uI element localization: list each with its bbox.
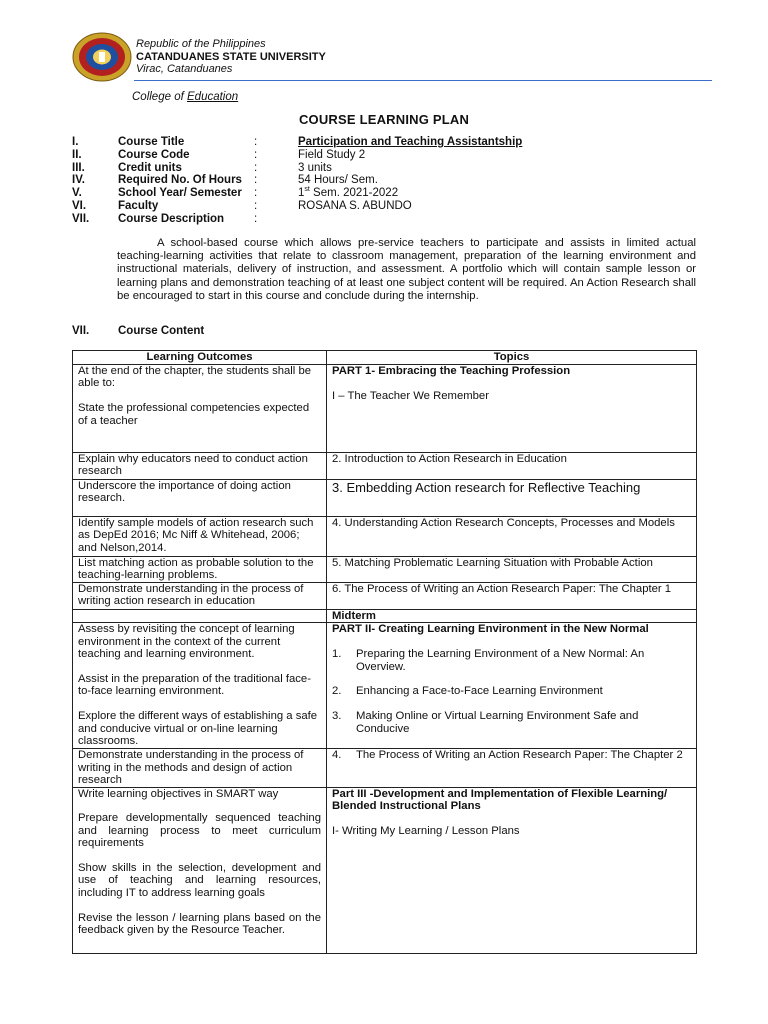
info-colon: : <box>254 187 258 200</box>
item-number: 4. <box>332 749 342 762</box>
outcome-text: Assess by revisiting the concept of learning environment in the context of the current teaching and learning environment. <box>78 623 295 661</box>
info-colon: : <box>254 136 258 148</box>
college-name: Education <box>187 91 239 103</box>
topic-cell: 5. Matching Problematic Learning Situation with Probable Action <box>327 557 697 583</box>
info-label: Credit units <box>118 161 182 174</box>
info-label: Course Title <box>118 136 185 148</box>
learning-outcome-cell: Underscore the importance of doing action research. <box>73 480 327 517</box>
topic-cell: 2. Introduction to Action Research in Education <box>327 453 697 480</box>
learning-outcome-cell <box>73 365 327 453</box>
learning-outcome-cell <box>73 623 327 749</box>
topic-list-item <box>332 648 691 673</box>
table-row <box>73 610 697 623</box>
table-row <box>73 787 697 953</box>
university-name: CATANDUANES STATE UNIVERSITY <box>136 50 326 63</box>
outcome-text: State the professional competencies expected of a teacher <box>78 402 310 427</box>
outcome-text: Assist in the preparation of the traditional face-to-face learning environment. <box>78 673 311 698</box>
info-colon: : <box>254 199 258 212</box>
midterm-marker: Midterm <box>327 610 697 623</box>
info-number: III. <box>72 161 85 174</box>
topic-cell <box>327 583 697 610</box>
info-colon: : <box>254 212 258 225</box>
table-row <box>73 365 697 453</box>
outcome-intro: At the end of the chapter, the students shall be able to: <box>78 365 312 390</box>
info-number: II. <box>72 148 82 161</box>
info-colon: : <box>254 161 258 174</box>
required-hours-value: 54 Hours/ Sem. <box>298 174 378 187</box>
learning-outcome-cell: Identify sample models of action research such as DepEd 2016; Mc Niff & Whitehead, 2006; and Nelson,2014. <box>73 517 327 557</box>
topic-list-item <box>332 749 691 761</box>
info-label: Course Description <box>118 212 225 225</box>
topic-part-heading: PART II- Creating Learning Environment in the New Normal <box>332 623 649 636</box>
letterhead <box>72 30 712 84</box>
info-number: V. <box>72 187 82 200</box>
learning-outcome-cell: Demonstrate understanding in the process of writing action research in education <box>73 583 327 610</box>
info-number: IV. <box>72 174 86 187</box>
column-header: Learning Outcomes <box>73 351 327 365</box>
outcome-text: Revise the lesson / learning plans based on the feedback given by the Resource Teacher. <box>78 911 321 937</box>
topic-text: 6. The Process of Writing an Action Research Paper: The Chapter 1 <box>332 583 672 595</box>
item-number: 3. <box>332 710 342 723</box>
info-number: VI. <box>72 199 87 212</box>
college-line <box>132 91 238 103</box>
topic-list-item <box>332 710 691 735</box>
topic-text: Enhancing a Face-to-Face Learning Environment <box>356 685 603 698</box>
item-number: 2. <box>332 685 342 698</box>
info-label: Required No. Of Hours <box>118 174 242 187</box>
topic-text: The Process of Writing an Action Research Paper: The Chapter 2 <box>356 749 683 762</box>
university-name-block <box>136 38 326 76</box>
section-number: VII. <box>72 325 90 337</box>
course-description-paragraph: A school-based course which allows pre-service teachers to participate and assists in limited actual teaching-learning activities that relate to classroom management, preparation of the learning environment and instructional materials, delivery of instruction, and assessment. A portfolio which will contain sample lesson or learning plans and demonstration teaching of at least one subject content will be required. An Action Research shall be encouraged to start in this course and conclude during the internship. <box>117 237 696 302</box>
learning-outcome-cell: List matching action as probable solution to the teaching-learning problems. <box>73 557 327 583</box>
info-colon: : <box>254 148 258 161</box>
document-title: COURSE LEARNING PLAN <box>298 112 470 127</box>
info-label: School Year/ Semester <box>118 187 242 200</box>
table-row <box>73 749 697 787</box>
learning-outcome-cell: Explain why educators need to conduct action research <box>73 453 327 480</box>
topic-cell <box>327 749 697 787</box>
school-year-value <box>298 187 398 199</box>
topic-text: I- Writing My Learning / Lesson Plans <box>332 824 520 837</box>
topic-text: I – The Teacher We Remember <box>332 389 489 402</box>
outcome-text: Write learning objectives in SMART way <box>78 787 279 800</box>
topic-cell <box>327 623 697 749</box>
university-location: Virac, Catanduanes <box>136 63 233 75</box>
table-row <box>73 453 697 480</box>
table-row <box>73 480 697 517</box>
info-colon: : <box>254 174 258 187</box>
topic-text: Preparing the Learning Environment of a New Normal: An Overview. <box>356 648 645 673</box>
school-year-text: Sem. 2021-2022 <box>309 187 399 200</box>
topic-list-item <box>332 685 691 697</box>
topic-cell <box>327 787 697 953</box>
credit-units-value: 3 units <box>298 161 332 174</box>
outcome-text: Show skills in the selection, development and use of teaching and learning resources, including IT to address learning goals <box>78 862 321 899</box>
table-row <box>73 517 697 557</box>
table-header-row <box>73 351 697 365</box>
topic-cell <box>327 517 697 557</box>
republic-line: Republic of the Philippines <box>136 38 266 50</box>
university-seal-logo <box>72 32 132 82</box>
info-number: VII. <box>72 212 90 225</box>
item-number: 1. <box>332 648 342 661</box>
column-header: Topics <box>327 351 697 365</box>
topic-text: Making Online or Virtual Learning Environment Safe and Conducive <box>356 710 639 735</box>
topic-part-heading: PART 1- Embracing the Teaching Profession <box>332 365 571 377</box>
topic-text: 4. Understanding Action Research Concepts, Processes and Models <box>332 517 675 529</box>
info-number: I. <box>72 136 79 148</box>
learning-outcome-cell <box>73 787 327 953</box>
section-title: Course Content <box>118 325 205 337</box>
semester-number: 1 <box>298 187 305 200</box>
learning-outcome-cell <box>73 610 327 623</box>
college-prefix: College of <box>132 91 184 103</box>
learning-outcome-cell: Demonstrate understanding in the process of writing in the methods and design of action research <box>73 749 327 787</box>
table-row <box>73 583 697 610</box>
section-heading <box>72 325 204 337</box>
topic-part-heading: Part III -Development and Implementation of Flexible Learning/ Blended Instructional Plans <box>332 787 668 813</box>
course-title-value: Participation and Teaching Assistantship <box>298 136 523 148</box>
info-label: Course Code <box>118 148 190 161</box>
table-row <box>73 557 697 583</box>
outcome-text: Explore the different ways of establishing a safe and conducive virtual or on-line learning classrooms. <box>78 710 318 748</box>
info-label: Faculty <box>118 199 159 212</box>
topic-cell <box>327 365 697 453</box>
header-divider <box>134 80 712 81</box>
outcome-text: Prepare developmentally sequenced teaching and learning process to meet curriculum requirements <box>78 812 321 850</box>
semester-ordinal: st <box>304 186 310 194</box>
course-content-table <box>72 350 697 954</box>
table-row <box>73 623 697 749</box>
course-code-value: Field Study 2 <box>298 148 366 161</box>
faculty-value: ROSANA S. ABUNDO <box>298 199 412 212</box>
topic-cell: 3. Embedding Action research for Reflective Teaching <box>327 480 697 517</box>
